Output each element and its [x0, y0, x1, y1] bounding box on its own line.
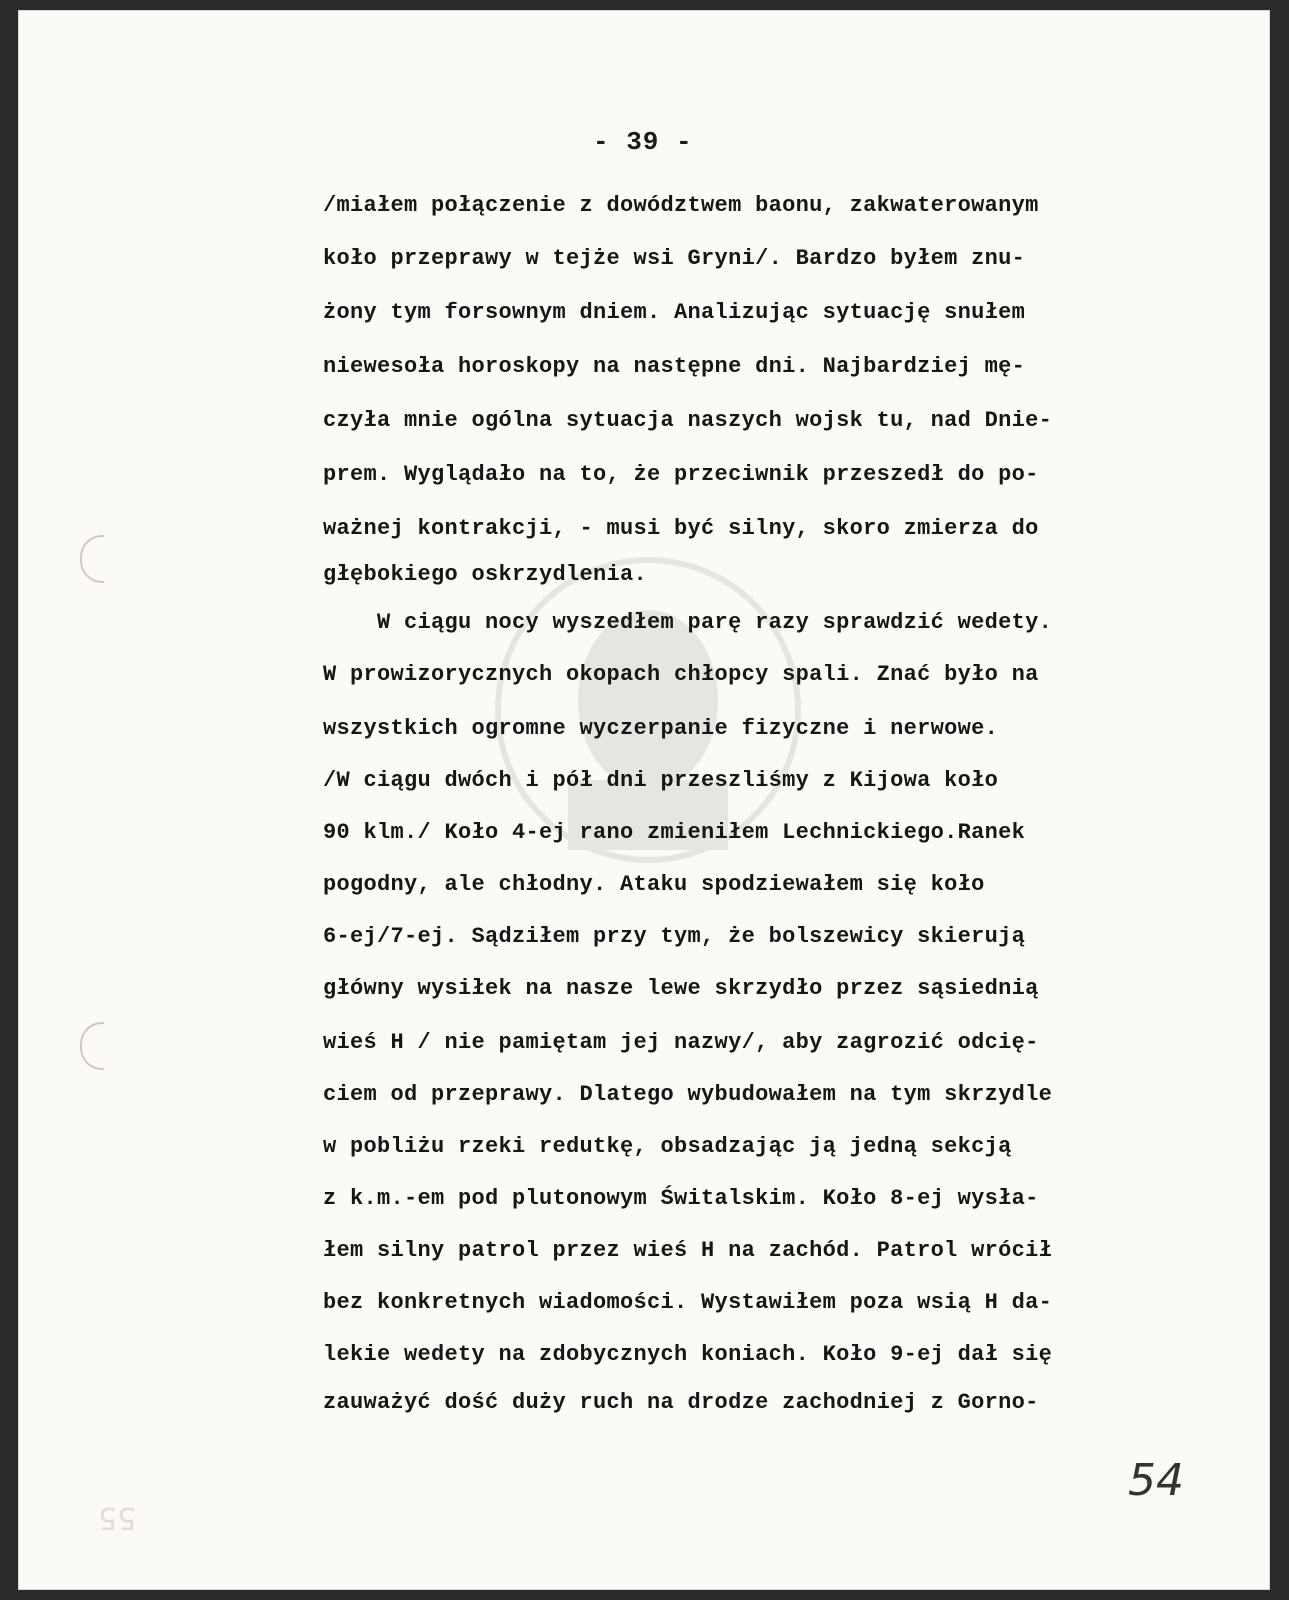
text-line: w pobliżu rzeki redutkę, obsadzając ją jedną sekcją: [323, 1134, 1012, 1159]
text-line: lekie wedety na zdobycznych koniach. Koło 9-ej dał się: [323, 1342, 1053, 1367]
reverse-side-number: 55: [98, 1500, 137, 1535]
text-line: prem. Wyglądało na to, że przeciwnik przeszedł do po-: [323, 462, 1039, 487]
text-line: czyła mnie ogólna sytuacja naszych wojsk tu, nad Dnie-: [323, 408, 1053, 433]
punch-hole: [80, 535, 104, 583]
text-line: 6-ej/7-ej. Sądziłem przy tym, że bolszewicy skierują: [323, 924, 1026, 949]
document-page: [18, 10, 1270, 1590]
text-line: koło przeprawy w tejże wsi Gryni/. Bardzo byłem znu-: [323, 246, 1026, 271]
punch-hole: [80, 1022, 104, 1070]
text-line: z k.m.-em pod plutonowym Świtalskim. Koło 8-ej wysła-: [323, 1186, 1039, 1211]
text-line: wszystkich ogromne wyczerpanie fizyczne i nerwowe.: [323, 716, 999, 741]
text-line: wieś H / nie pamiętam jej nazwy/, aby zagrozić odcię-: [323, 1030, 1039, 1055]
text-line: niewesoła horoskopy na następne dni. Najbardziej mę-: [323, 354, 1026, 379]
text-line: W prowizorycznych okopach chłopcy spali. Znać było na: [323, 662, 1039, 687]
text-line: zauważyć dość duży ruch na drodze zachodniej z Gorno-: [323, 1390, 1039, 1415]
text-line: bez konkretnych wiadomości. Wystawiłem poza wsią H da-: [323, 1290, 1053, 1315]
text-line: 90 klm./ Koło 4-ej rano zmieniłem Lechnickiego.Ranek: [323, 820, 1026, 845]
text-line: /W ciągu dwóch i pół dni przeszliśmy z Kijowa koło: [323, 768, 999, 793]
text-line: /miałem połączenie z dowództwem baonu, zakwaterowanym: [323, 193, 1039, 218]
text-line: głębokiego oskrzydlenia.: [323, 562, 648, 587]
page-number: - 39 -: [593, 127, 693, 157]
text-line: pogodny, ale chłodny. Ataku spodziewałem się koło: [323, 872, 985, 897]
handwritten-page-number: 54: [1128, 1455, 1184, 1506]
text-line: główny wysiłek na nasze lewe skrzydło przez sąsiednią: [323, 976, 1039, 1001]
text-line: W ciągu nocy wyszedłem parę razy sprawdzić wedety.: [323, 610, 1053, 635]
text-line: żony tym forsownym dniem. Analizując sytuację snułem: [323, 300, 1026, 325]
text-line: łem silny patrol przez wieś H na zachód. Patrol wrócił: [323, 1238, 1053, 1263]
text-line: ciem od przeprawy. Dlatego wybudowałem na tym skrzydle: [323, 1082, 1053, 1107]
text-line: ważnej kontrakcji, - musi być silny, skoro zmierza do: [323, 516, 1039, 541]
